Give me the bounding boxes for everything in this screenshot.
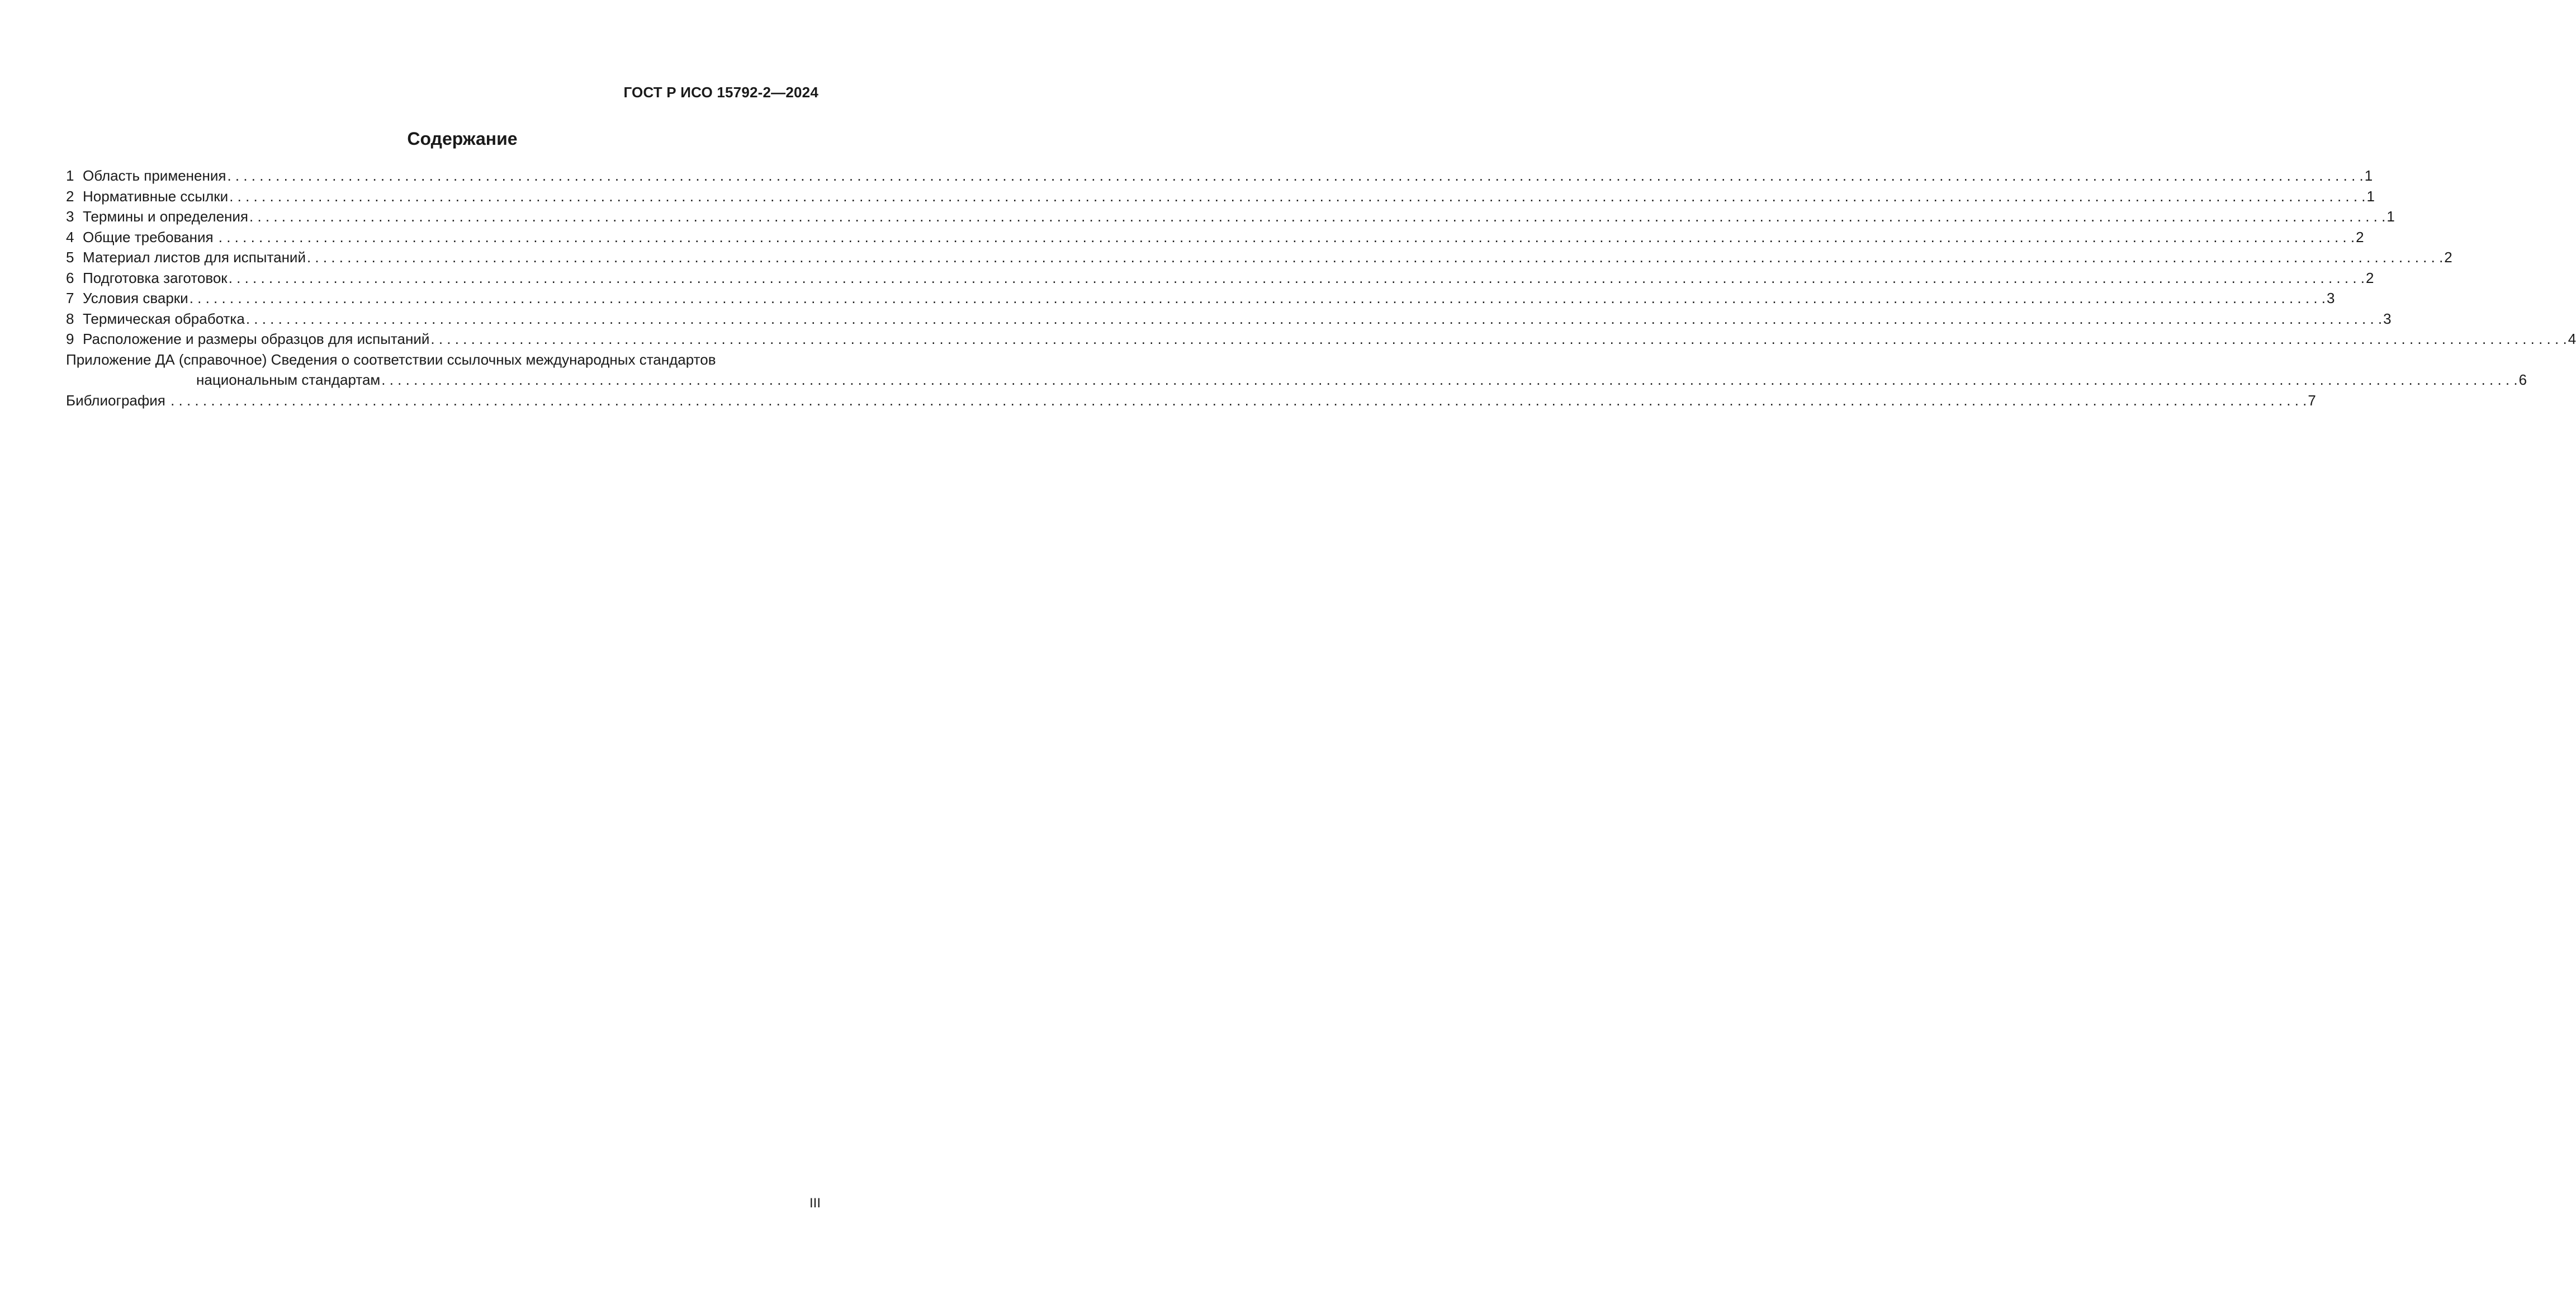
toc-item-text: Материал листов для испытаний bbox=[83, 249, 306, 266]
toc-item-page: 1 bbox=[2364, 167, 2373, 184]
toc-item-text: Термины и определения bbox=[83, 208, 249, 225]
toc-dot-leader bbox=[190, 288, 2326, 309]
toc-item-page: 6 bbox=[2518, 371, 2527, 388]
toc-item-number: 9 bbox=[66, 330, 74, 347]
toc-item-number: 5 bbox=[66, 249, 74, 266]
toc-item-2[interactable] bbox=[66, 186, 2375, 207]
toc-item-text: Расположение и размеры образцов для испытаний bbox=[83, 330, 430, 347]
toc-item-text: Область применения bbox=[83, 167, 226, 184]
toc-item-9[interactable] bbox=[66, 329, 2576, 350]
toc-item-page: 3 bbox=[2327, 290, 2335, 306]
toc-item-4[interactable] bbox=[66, 227, 2364, 248]
toc-item-page: 1 bbox=[2386, 208, 2395, 225]
toc-item-7[interactable] bbox=[66, 288, 2335, 309]
toc-dot-leader bbox=[249, 206, 2385, 227]
toc-item-page: 3 bbox=[2383, 310, 2392, 327]
toc-dot-leader bbox=[229, 268, 2365, 289]
toc-dot-leader bbox=[430, 329, 2566, 350]
toc-dot-leader bbox=[246, 309, 2382, 329]
toc-item-text: Общие требования bbox=[83, 228, 217, 245]
toc-dot-leader bbox=[381, 370, 2517, 390]
toc-item-number: 3 bbox=[66, 208, 74, 225]
toc-dot-leader bbox=[227, 166, 2363, 186]
toc-dot-leader bbox=[219, 227, 2355, 248]
toc-item-page: 2 bbox=[2366, 269, 2374, 286]
toc-annex-line-2: национальным стандартам bbox=[196, 371, 381, 388]
document-id: ГОСТ Р ИСО 15792-2—2024 bbox=[623, 84, 818, 101]
toc-dot-leader bbox=[307, 247, 2443, 268]
toc-item-1[interactable] bbox=[66, 166, 2373, 186]
toc-item-number: 4 bbox=[66, 228, 74, 245]
toc-item-page: 7 bbox=[2308, 391, 2316, 409]
toc-item-annex-da[interactable] bbox=[66, 350, 2527, 390]
toc-item-text: Термическая обработка bbox=[83, 310, 245, 327]
toc-item-page: 2 bbox=[2444, 249, 2452, 266]
toc-item-bibliography[interactable] bbox=[66, 390, 2316, 411]
toc-item-8[interactable] bbox=[66, 309, 2392, 329]
toc-item-number: 2 bbox=[66, 187, 74, 205]
toc-item-number: 7 bbox=[66, 290, 74, 306]
toc-item-page: 2 bbox=[2356, 228, 2364, 245]
toc-item-number: 8 bbox=[66, 310, 74, 327]
table-of-contents bbox=[66, 166, 2576, 410]
toc-item-5[interactable] bbox=[66, 247, 2452, 268]
page-number: III bbox=[809, 1196, 821, 1211]
toc-item-text: Библиография bbox=[66, 391, 170, 409]
toc-item-page: 4 bbox=[2568, 330, 2576, 347]
toc-item-page: 1 bbox=[2366, 187, 2375, 205]
toc-item-6[interactable] bbox=[66, 268, 2374, 289]
toc-item-number: 1 bbox=[66, 167, 74, 184]
toc-item-text: Условия сварки bbox=[83, 290, 188, 306]
toc-item-text: Нормативные ссылки bbox=[83, 187, 229, 205]
toc-item-number: 6 bbox=[66, 269, 74, 286]
toc-annex-line-1: Приложение ДА (справочное) Сведения о соответствии ссылочных международных стандартов bbox=[66, 351, 716, 368]
toc-dot-leader bbox=[229, 186, 2365, 207]
toc-item-text: Подготовка заготовок bbox=[83, 269, 228, 286]
toc-item-3[interactable] bbox=[66, 206, 2395, 227]
toc-dot-leader bbox=[171, 390, 2307, 411]
toc-title: Содержание bbox=[407, 129, 518, 149]
